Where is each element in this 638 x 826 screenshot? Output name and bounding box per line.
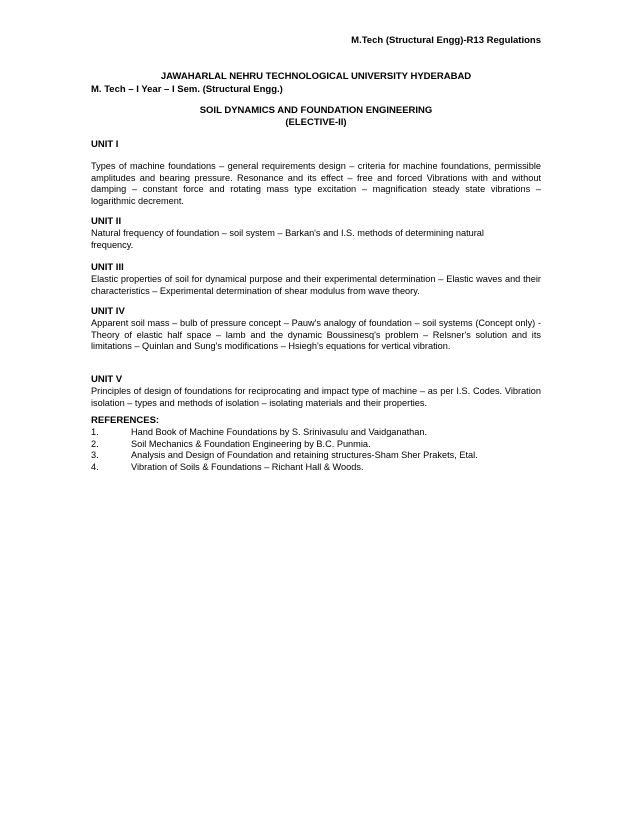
unit-body: Natural frequency of foundation – soil system – Barkan's and I.S. methods of determining natural frequency.: [91, 228, 484, 250]
unit-4: [91, 306, 541, 353]
university-name: JAWAHARLAL NEHRU TECHNOLOGICAL UNIVERSITY HYDERABAD: [160, 71, 472, 82]
reference-item: [91, 450, 541, 462]
reference-number: 2.: [91, 438, 99, 449]
unit-title: UNIT I: [91, 139, 119, 150]
reference-item: [91, 427, 541, 439]
reference-number: 1.: [91, 427, 99, 437]
reference-number: 3.: [91, 450, 99, 461]
elective-label: (ELECTIVE-II): [285, 117, 347, 128]
running-header: M.Tech (Structural Engg)-R13 Regulations: [351, 35, 541, 46]
program-line: M. Tech – I Year – I Sem. (Structural Engg.): [91, 84, 283, 95]
unit-3: [91, 262, 541, 297]
reference-text: Analysis and Design of Foundation and retaining structures-Sham Sher Prakets, Etal.: [131, 450, 478, 461]
reference-item: [91, 439, 541, 451]
reference-text: Soil Mechanics & Foundation Engineering by B.C. Punmia.: [131, 438, 371, 449]
unit-body: Elastic properties of soil for dynamical purpose and their experimental determination – Elastic waves and their characteristics – Experimental determination of shear modulus from wave theory.: [91, 274, 541, 296]
subject-title-block: [91, 105, 541, 129]
unit-body: Principles of design of foundations for reciprocating and impact type of machine – as per I.S. Codes. Vibration isolation – types and methods of isolation – isolating materials and their properties.: [91, 386, 541, 408]
unit-2: [91, 216, 541, 251]
unit-title: UNIT III: [91, 262, 124, 273]
unit-title: UNIT V: [91, 374, 123, 385]
unit-body: Types of machine foundations – general requirements design – criteria for machine foundations, permissible amplitudes and bearing pressure. Resonance and its effect – free and forced Vibrations with and without damping – constant force and rotating mass type excitation – magnification steady state vibrations – logarithmic decrement.: [91, 161, 541, 206]
unit-1: [91, 139, 541, 207]
unit-title: UNIT IV: [91, 306, 125, 317]
reference-number: 4.: [91, 461, 99, 472]
references-section: [91, 415, 541, 473]
reference-item: [91, 462, 541, 474]
reference-text: Hand Book of Machine Foundations by S. Srinivasulu and Vaidganathan.: [131, 427, 428, 437]
unit-body: Apparent soil mass – bulb of pressure concept – Pauw's analogy of foundation – soil systems (Concept only) - Theory of elastic half space – lamb and the dynamic Boussinesq's problem – Relsner's solution and its limitations – Quinlan and Sung's modifications – Hsiegh's equations for vertical vibration.: [91, 318, 541, 352]
unit-title: UNIT II: [91, 216, 122, 227]
reference-text: Vibration of Soils & Foundations – Richant Hall & Woods.: [131, 461, 364, 472]
subject-title: SOIL DYNAMICS AND FOUNDATION ENGINEERING: [199, 105, 433, 116]
unit-5: [91, 374, 541, 409]
references-title: REFERENCES:: [91, 415, 160, 426]
